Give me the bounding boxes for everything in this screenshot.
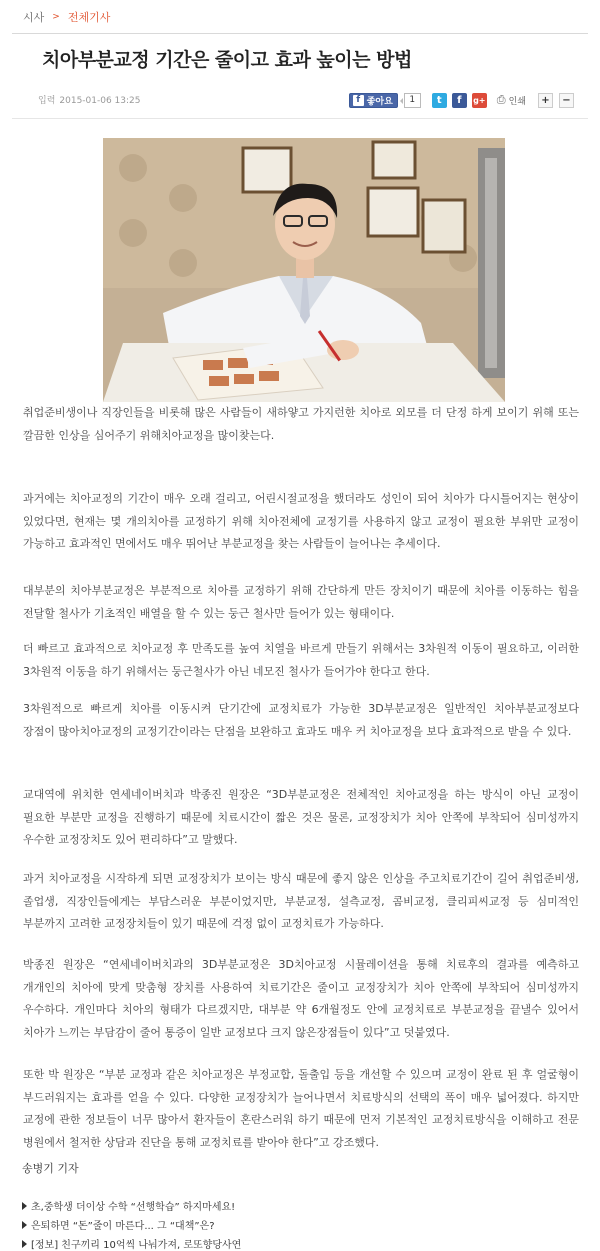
bullet-arrow-icon	[22, 1221, 27, 1229]
bullet-arrow-icon	[22, 1240, 27, 1248]
facebook-icon: f	[353, 95, 364, 106]
related-article-link[interactable]: 은퇴하면 “돈”줄이 마른다... 그 “대책”은?	[22, 1215, 582, 1234]
twitter-share-button[interactable]: t	[432, 93, 447, 108]
googleplus-share-button[interactable]: g+	[472, 93, 487, 108]
dentist-photo-illustration	[103, 138, 505, 402]
paragraph: 3차원적으로 빠르게 치아를 이동시켜 단기간에 교정치료가 가능한 3D부분교정은 일반적인 치아부분교정보다 장점이 많아치아교정의 교정기간이라는 단점을 보완하고 효과도 매우 커 치아교정을 보다 효과적으로 받을 수 있다.	[23, 702, 579, 738]
article-title: 치아부분교정 기간은 줄이고 효과 높이는 방법	[42, 49, 412, 71]
publish-date	[38, 93, 141, 106]
paragraph: 취업준비생이나 직장인들을 비롯해 많은 사람들이 새하얗고 가지런한 치아로 외모를 더 단정 하게 보이기 위해 또는 깔끔한 인상을 심어주기 위해치아교정을 많이찾는다.	[23, 406, 579, 442]
date-value: 2015-01-06 13:25	[59, 96, 141, 106]
breadcrumb	[23, 9, 110, 25]
article-photo	[103, 138, 505, 402]
facebook-like-button[interactable]	[349, 93, 398, 108]
paragraph: 대부분의 치아부분교정은 부분적으로 치아를 교정하기 위해 간단하게 만든 장치이기 때문에 치아를 이동하는 힘을 전달할 철사가 기초적인 배열을 할 수 있는 둥근 철사만 들어가 있는 형태이다.	[23, 584, 579, 620]
paragraph: 교대역에 위치한 연세네이버치과 박종진 원장은 “3D부분교정은 전체적인 치아교정을 하는 방식이 아닌 교정이 필요한 부분만 교정을 진행하기 때문에 치료시간이 짧은 것은 물론, 교정장치가 치아 안쪽에 부착되어 심미성까지 우수한 교정장치도 있어 편리하다”고 말했다.	[23, 788, 579, 846]
font-decrease-button[interactable]: −	[559, 93, 574, 108]
reporter-byline: 송병기 기자	[22, 1162, 79, 1175]
print-label: 인쇄	[508, 96, 526, 107]
paragraph: 과거 치아교정을 시작하게 되면 교정장치가 보이는 방식 때문에 좋지 않은 인상을 주고치료기간이 길어 취업준비생, 졸업생, 직장인들에게는 부담스러운 부분이었지만, 부분교정, 설측교정, 콤비교정, 클리피씨교정 등 심미적인 부분까지 고려한 교정장치들이 있기 때문에 걱정 없이 교정치료가 가능하다.	[23, 872, 579, 930]
bullet-arrow-icon	[22, 1202, 27, 1210]
print-button[interactable]	[497, 93, 526, 107]
breadcrumb-current[interactable]: 전체기사	[67, 11, 111, 24]
paragraph: 또한 박 원장은 “부분 교정과 같은 치아교정은 부정교합, 돌출입 등을 개선할 수 있으며 교정이 완료 된 후 얼굴형이 부드러워지는 효과를 얻을 수 있다. 다양한 교정장치가 늘어나면서 치료방식의 선택의 폭이 매우 넓어졌다. 하지만 교정에 관한 정보들이 너무 많아서 환자들이 혼란스러워 하기 때문에 먼저 기본적인 교정치료방식을 이해하고 전문 병원에서 철저한 상담과 진단을 통해 교정치료를 받아야 한다”고 강조했다.	[23, 1068, 579, 1149]
facebook-share-button[interactable]: f	[452, 93, 467, 108]
related-article-link[interactable]: [정보] 친구끼리 10억씩 나눠가져, 로또향당사연	[22, 1234, 582, 1251]
font-increase-button[interactable]: +	[538, 93, 553, 108]
related-articles	[22, 1196, 582, 1251]
date-label: 입력	[38, 96, 56, 106]
header-divider	[12, 33, 588, 34]
breadcrumb-section[interactable]: 시사	[23, 11, 45, 24]
meta-divider	[12, 118, 588, 119]
article-meta	[38, 92, 574, 108]
paragraph: 박종진 원장은 “연세네이버치과의 3D부분교정은 3D치아교정 시뮬레이션을 통해 치료후의 결과를 예측하고 개개인의 치아에 맞게 맞춤형 장치를 사용하여 치료기간은 줄이고 교정장치가 치아 안쪽에 부착되어 심미성까지 우수하다. 개인마다 치아의 형태가 다르겠지만, 대부분 약 6개월정도 안에 교정치료로 부분교정을 끝낼수 있어서 치아가 느끼는 부담감이 줄어 통증이 일반 교정보다 크지 않은장점들이 있다”고 덧붙였다.	[23, 958, 579, 1039]
paragraph: 과거에는 치아교정의 기간이 매우 오래 걸리고, 어린시절교정을 했더라도 성인이 되어 치아가 다시틀어지는 현상이 있었다면, 현재는 몇 개의치아를 교정하기 위해 치아전체에 교정기를 사용하지 않고 교정이 필요한 부위만 교정이 가능하고 효과적인 면에서도 매우 뛰어난 부분교정을 찾는 사람들이 늘어나는 추세이다.	[23, 492, 579, 550]
paragraph: 더 빠르고 효과적으로 치아교정 후 만족도를 높여 치열을 바르게 만들기 위해서는 3차원적 이동이 필요하고, 이러한 3차원적 이동을 하기 위해서는 둥근철사가 아닌 네모진 철사가 들어가야 한다고 한다.	[23, 642, 579, 678]
breadcrumb-separator-icon: >	[52, 12, 60, 22]
like-label: 좋아요	[366, 96, 393, 107]
related-article-link[interactable]: 초,중학생 더이상 수학 “선행학습” 하지마세요!	[22, 1196, 582, 1215]
like-count: 1	[404, 93, 421, 108]
share-toolbar	[349, 92, 574, 108]
printer-icon: ⎙	[496, 93, 506, 106]
